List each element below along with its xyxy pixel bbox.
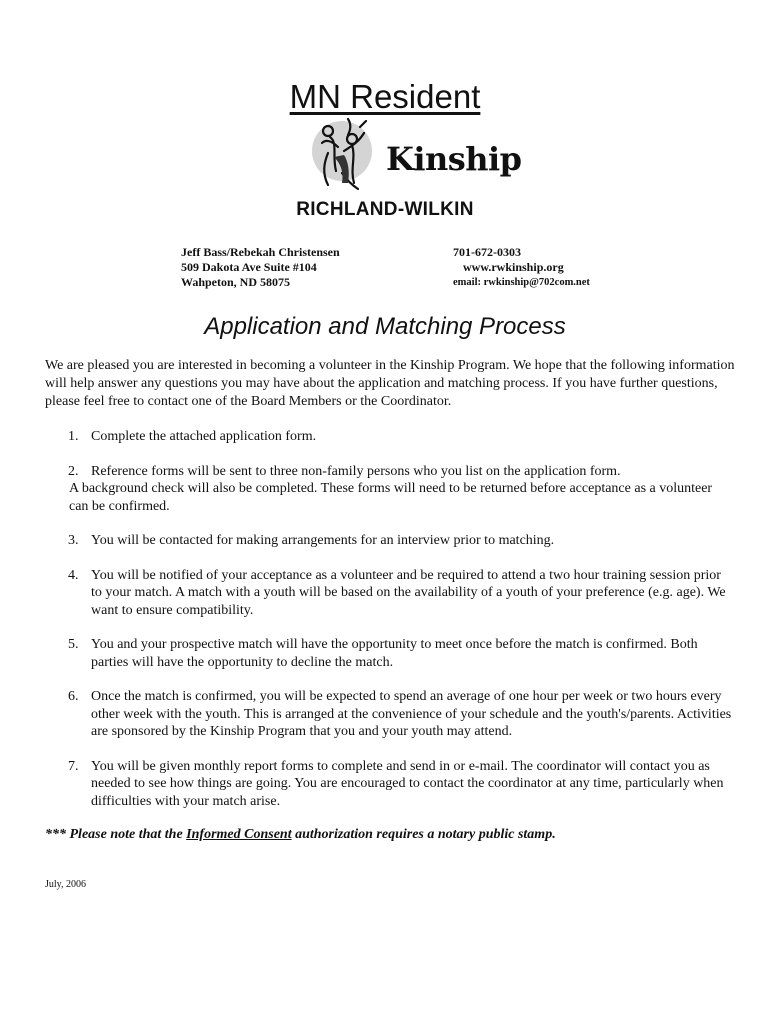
steps-list — [45, 428, 735, 827]
list-item — [45, 567, 735, 620]
list-item — [45, 688, 735, 741]
list-item — [45, 532, 735, 550]
step-number: 5. — [68, 637, 79, 652]
step-number: 2. — [68, 463, 79, 479]
step-text: You will be given monthly report forms to complete and send in or e-mail. The coordinator will contact you as needed to see how things are going. You are encouraged to contact the coordinator at any time, particularly when difficulties with your match arise. — [91, 758, 724, 809]
step-number: 6. — [68, 689, 79, 704]
contact-address-line2: Wahpeton, ND 58075 — [181, 275, 291, 289]
contact-block-right — [453, 245, 590, 290]
contact-email: email: rwkinship@702com.net — [453, 277, 590, 288]
list-item — [45, 636, 735, 671]
note-suffix: authorization requires a notary public stamp. — [291, 827, 556, 842]
step-number: 1. — [68, 429, 79, 444]
page-title: MN Resident — [289, 78, 481, 115]
organization-name: RICHLAND-WILKIN — [296, 199, 474, 220]
informed-consent-link[interactable]: Informed Consent — [186, 827, 292, 842]
list-item — [45, 463, 735, 516]
step-text: You and your prospective match will have the opportunity to meet once before the match is confirmed. Both parties will have the opportunity to decline the match. — [91, 637, 698, 670]
list-item — [45, 428, 735, 446]
section-heading: Application and Matching Process — [204, 313, 566, 340]
step-number: 7. — [68, 758, 79, 774]
contact-names: Jeff Bass/Rebekah Christensen — [181, 245, 340, 259]
contact-phone: 701-672-0303 — [453, 245, 521, 259]
logo-wordmark: Kinship — [386, 140, 522, 178]
contact-address-line1: 509 Dakota Ave Suite #104 — [181, 260, 317, 274]
step-text: Once the match is confirmed, you will be expected to spend an average of one hour per week or two hours every other week with the youth. This is arranged at the convenience of your schedule and the youth's/parents. Activities are sponsored by the Kinship Program that you and your youth may attend. — [91, 689, 732, 739]
contact-website: www.rwkinship.org — [463, 260, 564, 274]
step-text: You will be contacted for making arrangements for an interview prior to matching. — [91, 533, 555, 548]
step-text: Complete the attached application form. — [91, 429, 317, 444]
notary-note — [45, 827, 556, 843]
note-prefix: *** Please note that the — [45, 827, 187, 842]
list-item — [45, 758, 735, 811]
intro-paragraph: We are pleased you are interested in becoming a volunteer in the Kinship Program. We hope that the following information will help answer any questions you may have about the application and matching process. If you have further questions, please feel free to contact one of the Board Members or the Coordinator. — [45, 358, 735, 409]
document-date: July, 2006 — [45, 879, 87, 890]
step-number: 4. — [68, 567, 79, 583]
contact-block-left — [181, 245, 340, 290]
step-text: Reference forms will be sent to three non-family persons who you list on the application form. — [91, 463, 621, 479]
step-continuation-text: A background check will also be completed. These forms will need to be returned before acceptance as a volunteer can be confirmed. — [69, 481, 713, 514]
step-number: 3. — [68, 533, 79, 548]
step-text: You will be notified of your acceptance as a volunteer and be required to attend a two hour training session prior to your match. A match with a youth will be based on the availability of a youth of your preference (e.g. age). We want to ensure compatibility. — [91, 567, 726, 618]
